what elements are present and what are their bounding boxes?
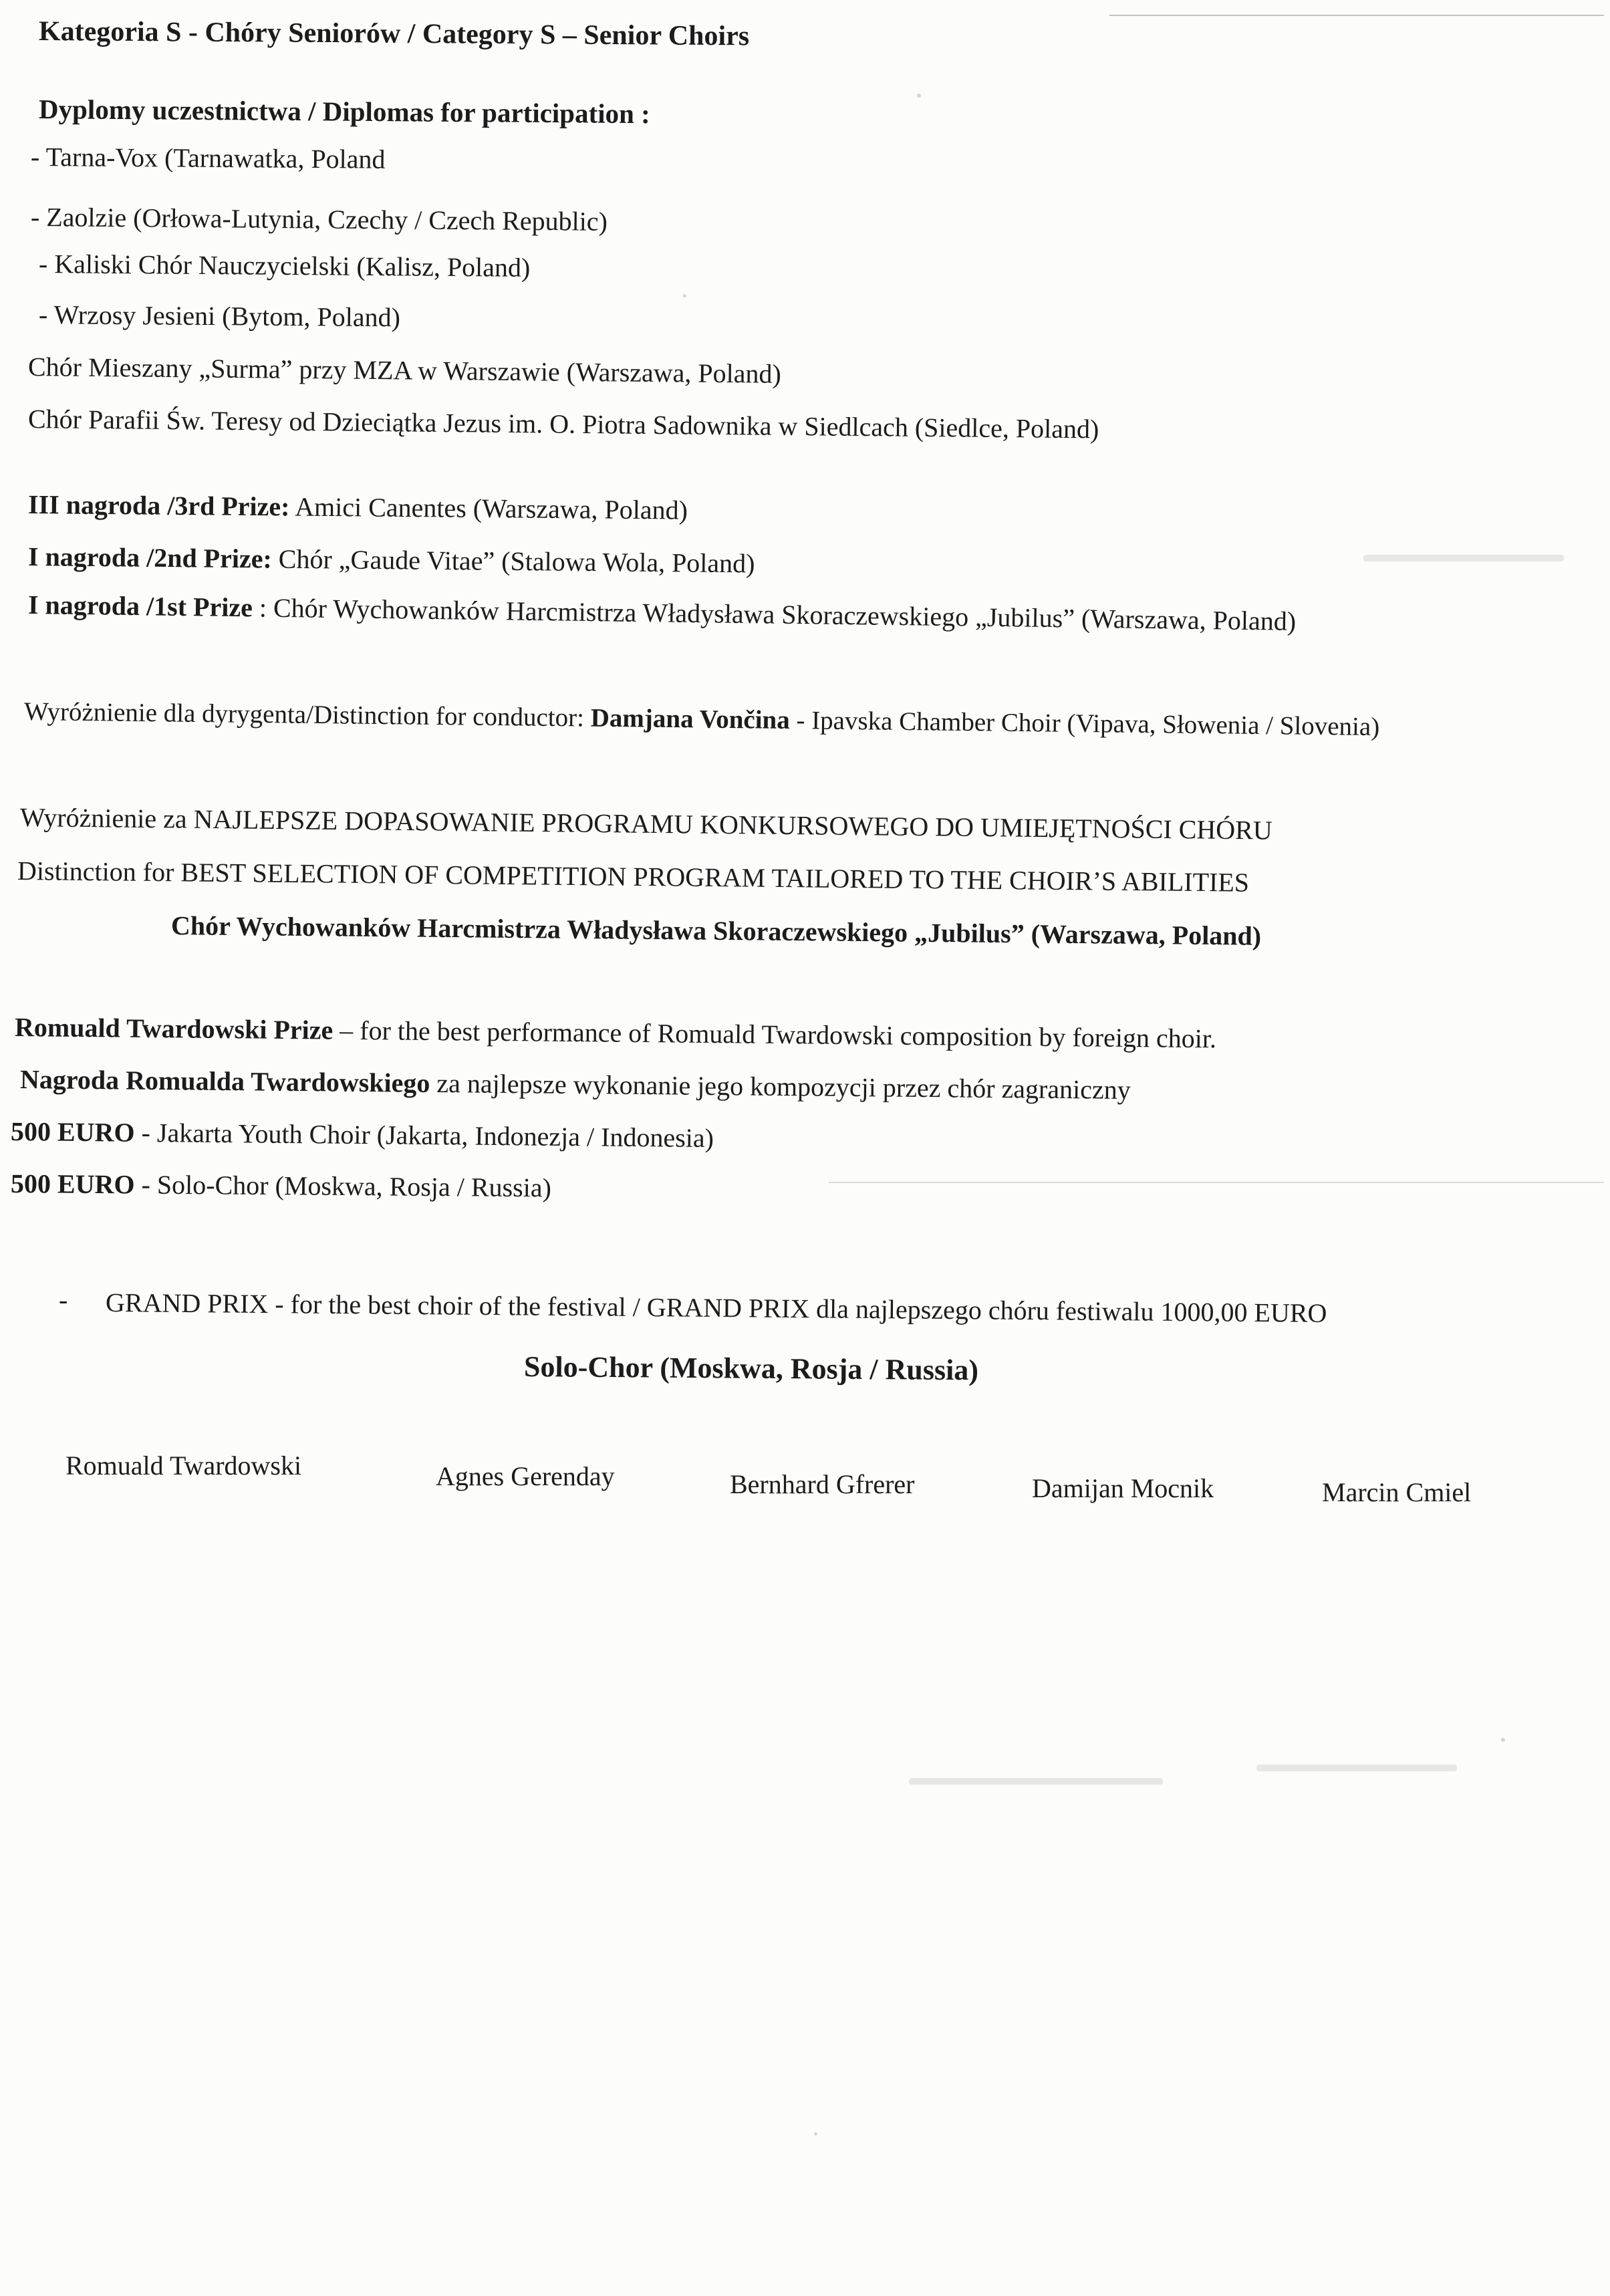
category-title: Kategoria S - Chóry Seniorów / Category S – Senior Choirs xyxy=(38,16,750,52)
award-winner: - Jakarta Youth Choir (Jakarta, Indonezja / Indonesia) xyxy=(134,1117,714,1154)
diploma-item: - Wrzosy Jesieni (Bytom, Poland) xyxy=(38,299,401,333)
scan-speck xyxy=(683,294,686,297)
diploma-item: Chór Parafii Św. Teresy od Dzieciątka Jezus im. O. Piotra Sadownika w Siedlcach (Siedlce, Poland) xyxy=(27,404,1099,444)
jury-member: Bernhard Gfrerer xyxy=(730,1469,915,1499)
twardowski-prize-pl-label: Nagroda Romualda Twardowskiego xyxy=(19,1064,430,1098)
award-winner: - Solo-Chor (Moskwa, Rosja / Russia) xyxy=(134,1169,552,1203)
twardowski-prize-pl-description: za najlepsze wykonanie jego kompozycji przez chór zagraniczny xyxy=(430,1067,1131,1105)
scan-line-top xyxy=(1109,15,1604,16)
grand-prix-winner: Solo-Chor (Moskwa, Rosja / Russia) xyxy=(523,1350,979,1387)
first-prize-winner: : Chór Wychowanków Harcmistrza Władysława Skoraczewskiego „Jubilus” (Warszawa, Poland) xyxy=(252,592,1297,636)
first-prize xyxy=(28,588,1297,638)
grand-prix-dash: - xyxy=(59,1285,68,1315)
scan-speck xyxy=(814,2132,817,2136)
award-amount: 500 EURO xyxy=(10,1168,135,1200)
twardowski-award xyxy=(11,1167,551,1204)
conductor-choir: - Ipavska Chamber Choir (Vipava, Słowenia / Slovenia) xyxy=(789,705,1380,742)
jury-member: Damijan Mocnik xyxy=(1032,1473,1214,1503)
second-prize xyxy=(28,540,755,580)
conductor-distinction-label: Wyróżnienie dla dyrygenta/Distinction for conductor: xyxy=(23,697,591,733)
second-prize-winner: Chór „Gaude Vitae” (Stalowa Wola, Poland) xyxy=(271,543,755,579)
diploma-item: - Tarna-Vox (Tarnawatka, Poland xyxy=(30,142,386,174)
grand-prix-line: GRAND PRIX - for the best choir of the festival / GRAND PRIX dla najlepszego chóru festiwalu 1000,00 EURO xyxy=(105,1287,1327,1328)
scan-line-middle xyxy=(829,1182,1604,1183)
second-prize-label: I nagroda /2nd Prize: xyxy=(27,541,273,574)
third-prize xyxy=(28,488,688,527)
jury-member: Romuald Twardowski xyxy=(65,1450,302,1481)
best-selection-heading-en: Distinction for BEST SELECTION OF COMPETITION PROGRAM TAILORED TO THE CHOIR’S ABILITIES xyxy=(17,856,1250,898)
scan-speck xyxy=(917,94,921,98)
twardowski-prize-en xyxy=(15,1011,1216,1055)
conductor-distinction xyxy=(24,695,1380,744)
best-selection-heading-pl: Wyróżnienie za NAJLEPSZE DOPASOWANIE PROGRAMU KONKURSOWEGO DO UMIEJĘTNOŚCI CHÓRU xyxy=(19,802,1272,846)
twardowski-prize-pl xyxy=(20,1063,1131,1107)
twardowski-award xyxy=(11,1115,714,1155)
diploma-item: - Zaolzie (Orłowa-Lutynia, Czechy / Czech Republic) xyxy=(30,202,608,237)
conductor-name: Damjana Vončina xyxy=(590,703,790,735)
first-prize-label: I nagroda /1st Prize xyxy=(27,590,253,623)
award-amount: 500 EURO xyxy=(10,1116,135,1148)
bleed-through-mark xyxy=(1363,555,1564,561)
twardowski-prize-label: Romuald Twardowski Prize xyxy=(14,1012,333,1045)
diploma-item: - Kaliski Chór Nauczycielski (Kalisz, Poland) xyxy=(38,249,531,283)
twardowski-prize-description: – for the best performance of Romuald Twardowski composition by foreign choir. xyxy=(333,1015,1217,1054)
third-prize-winner: Amici Canentes (Warszawa, Poland) xyxy=(289,491,688,525)
diplomas-heading: Dyplomy uczestnictwa / Diplomas for participation : xyxy=(38,94,651,130)
scan-speck xyxy=(1501,1738,1505,1742)
bleed-through-mark xyxy=(1256,1765,1457,1771)
third-prize-label: III nagroda /3rd Prize: xyxy=(27,489,290,522)
jury-member: Agnes Gerenday xyxy=(436,1461,615,1491)
jury-member: Marcin Cmiel xyxy=(1322,1477,1472,1507)
diploma-item: Chór Mieszany „Surma” przy MZA w Warszawie (Warszawa, Poland) xyxy=(27,352,782,389)
bleed-through-mark xyxy=(909,1778,1163,1785)
best-selection-winner: Chór Wychowanków Harcmistrza Władysława Skoraczewskiego „Jubilus” (Warszawa, Poland) xyxy=(170,910,1262,951)
